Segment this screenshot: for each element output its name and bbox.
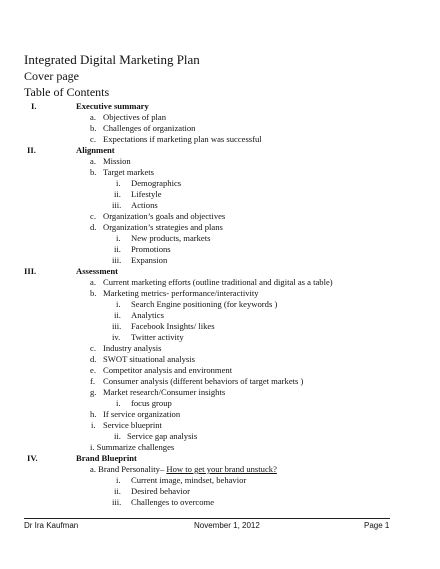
outline-item: Service gap analysis — [127, 431, 198, 441]
outline-marker: ii. — [114, 486, 121, 496]
outline-marker: i. — [116, 299, 121, 309]
outline-marker: a. — [90, 156, 96, 166]
outline-marker: i. — [116, 398, 121, 408]
section-heading: Assessment — [76, 266, 119, 276]
outline-marker: d. — [90, 222, 97, 232]
outline-marker: c. — [90, 134, 96, 144]
outline-item: If service organization — [103, 409, 181, 419]
outline-item: Market research/Consumer insights — [103, 387, 226, 397]
cover-page-label: Cover page — [24, 69, 79, 83]
outline-item: SWOT situational analysis — [103, 354, 195, 364]
outline-item: Desired behavior — [131, 486, 190, 496]
outline-item: Industry analysis — [103, 343, 162, 353]
outline-item: Actions — [131, 200, 158, 210]
brand-unstuck-link[interactable]: How to get your brand unstuck? — [166, 464, 277, 474]
footer-page-number: Page 1 — [364, 521, 390, 530]
outline-item: i. Summarize challenges — [90, 442, 175, 452]
outline-marker: iv. — [112, 332, 121, 342]
outline-item: Organization’s strategies and plans — [103, 222, 223, 232]
outline-marker: i. — [116, 475, 121, 485]
outline-marker: iii. — [112, 497, 122, 507]
section-heading: Alignment — [76, 145, 115, 155]
outline-marker: ii. — [114, 189, 121, 199]
outline-item: focus group — [131, 398, 172, 408]
outline-marker: c. — [90, 343, 96, 353]
outline-item: Service blueprint — [103, 420, 162, 430]
outline-marker: f. — [90, 376, 96, 386]
outline-marker: ii. — [114, 244, 121, 254]
footer-author: Dr Ira Kaufman — [24, 521, 79, 530]
outline-marker: i. — [116, 178, 121, 188]
outline-marker: i. — [116, 233, 121, 243]
outline-item-with-link — [90, 464, 277, 475]
outline-marker: e. — [90, 365, 96, 375]
table-of-contents-label: Table of Contents — [24, 85, 110, 99]
section-number: II. — [27, 145, 36, 155]
outline-marker: a. — [90, 112, 96, 122]
outline-item: Target markets — [103, 167, 155, 177]
outline-item: Marketing metrics- performance/interactivity — [103, 288, 259, 298]
outline-item: Current image, mindset, behavior — [131, 475, 247, 485]
section-number: III. — [24, 266, 37, 276]
outline-marker: b. — [90, 167, 97, 177]
outline-item: Analytics — [131, 310, 164, 320]
outline-item: Expansion — [131, 255, 168, 265]
outline-marker: g. — [90, 387, 97, 397]
outline-marker: iii. — [112, 255, 122, 265]
doc-title: Integrated Digital Marketing Plan — [24, 52, 200, 67]
outline-item: Demographics — [131, 178, 182, 188]
section-heading: Brand Blueprint — [76, 453, 137, 463]
outline-marker: b. — [90, 288, 97, 298]
outline-marker: b. — [90, 123, 97, 133]
outline-item: Search Engine positioning (for keywords ) — [131, 299, 278, 309]
section-heading: Executive summary — [76, 101, 149, 111]
outline-item: Challenges of organization — [103, 123, 196, 133]
footer-divider — [24, 518, 390, 519]
outline-item: Twitter activity — [131, 332, 184, 342]
section-number: IV. — [27, 453, 38, 463]
outline-marker: c. — [90, 211, 96, 221]
section-number: I. — [31, 101, 37, 111]
outline-item: Organization’s goals and objectives — [103, 211, 226, 221]
outline-marker: iii. — [112, 200, 122, 210]
outline-item: New products, markets — [131, 233, 211, 243]
outline-marker: iii. — [112, 321, 122, 331]
outline-marker: h. — [90, 409, 97, 419]
outline-item: Facebook Insights/ likes — [131, 321, 215, 331]
outline-item: Lifestyle — [131, 189, 162, 199]
outline-item: Challenges to overcome — [131, 497, 215, 507]
outline-marker: a. — [90, 277, 96, 287]
outline-item: Current marketing efforts (outline traditional and digital as a table) — [103, 277, 333, 287]
outline-marker: ii. — [114, 310, 121, 320]
outline-marker: ii. — [114, 431, 121, 441]
outline-item: Objectives of plan — [103, 112, 167, 122]
outline-item: Mission — [103, 156, 131, 166]
outline-item: Expectations if marketing plan was successful — [103, 134, 262, 144]
outline-item: Competitor analysis and environment — [103, 365, 233, 375]
outline-marker: i. — [91, 420, 96, 430]
outline-item: Consumer analysis (different behaviors of target markets ) — [103, 376, 304, 386]
outline-item: Promotions — [131, 244, 171, 254]
footer-date: November 1, 2012 — [194, 521, 260, 530]
outline-marker: d. — [90, 354, 97, 364]
outline-item: a. Brand Personality– — [90, 464, 167, 474]
